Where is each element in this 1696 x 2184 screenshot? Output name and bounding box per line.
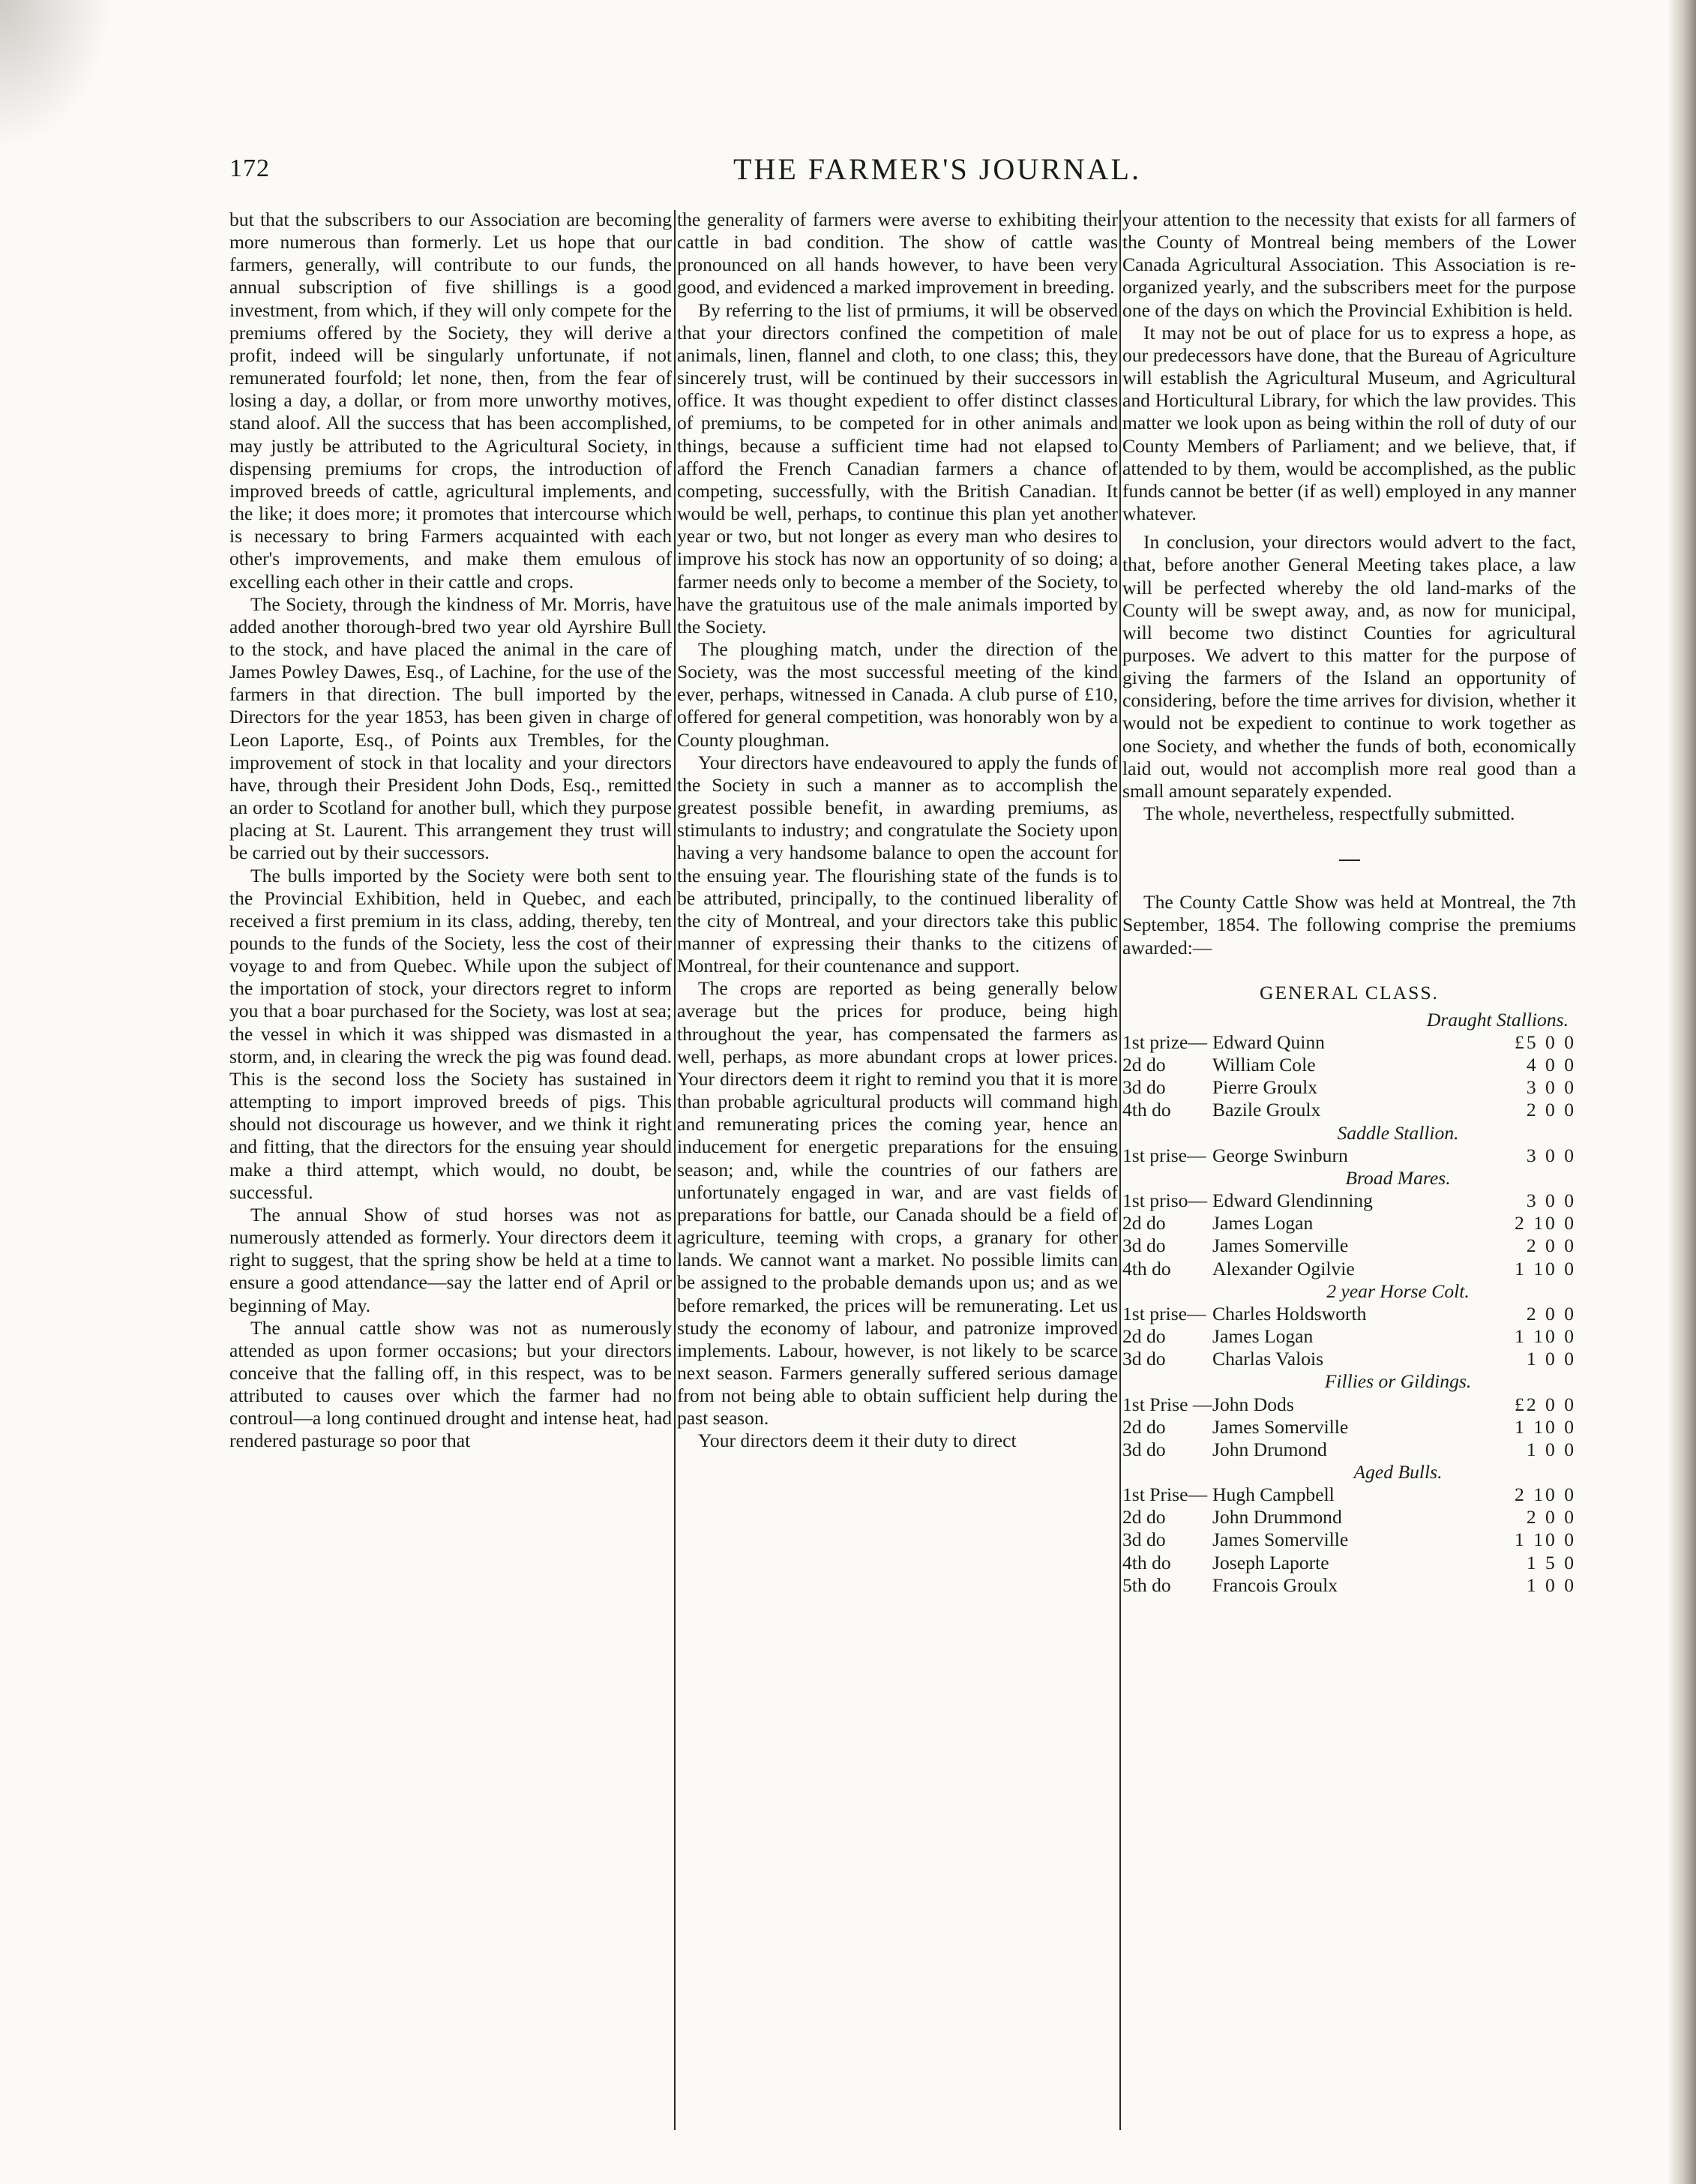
paragraph: It may not be out of place for us to express a hope, as our predecessors have done, that the Bureau of Agriculture will establish the Agricultural Museum, and Agricultural and Horticultural Library, for which the law provides. This matter we look upon as being within the roll of duty of our County Members of Parliament; and we believe, that, if attended to by them, would be accomplished, as the public funds cannot be better (if as well) employed in any manner whatever. xyxy=(1122,321,1576,525)
prize-winner: Edward Glendinning xyxy=(1212,1190,1373,1212)
category-heading: Fillies or Gildings. xyxy=(1324,1370,1472,1393)
journal-title: THE FARMER'S JOURNAL. xyxy=(733,152,1141,186)
section-divider xyxy=(1339,860,1360,861)
prize-place: 1st prize— xyxy=(1122,1031,1208,1053)
prize-place: 5th do xyxy=(1122,1574,1171,1596)
prize-winner: Bazile Groulx xyxy=(1212,1099,1321,1121)
prize-place: 2d do xyxy=(1122,1212,1166,1234)
prize-place: 1st prise— xyxy=(1122,1302,1206,1324)
category-heading: 2 year Horse Colt. xyxy=(1326,1280,1470,1302)
prize-amount: 1 0 0 xyxy=(1526,1574,1576,1596)
paragraph: The annual cattle show was not as numerously attended as upon former occasions; but your directors conceive that the falling off, in this respect, was to be attributed to causes over which the farmer had no controul—a long continued drought and intense heat, had rendered pasturage so poor that xyxy=(229,1316,672,1452)
paragraph: your attention to the necessity that exists for all farmers of the County of Montreal being members of the Lower Canada Agricultural Association. This Association is re-organized yearly, and the subscribers meet for the purpose one of the days on which the Provincial Exhibition is held. xyxy=(1122,208,1576,321)
page-number: 172 xyxy=(229,154,270,182)
prize-row xyxy=(1122,1552,1576,1574)
paragraph: The ploughing match, under the direction of the Society, was the most successful meeting of the kind ever, perhaps, witnessed in Canada. A club purse of £10, offered for general competition, was honorably won by a County ploughman. xyxy=(677,638,1118,751)
prize-amount: 1 10 0 xyxy=(1515,1415,1576,1438)
prize-row xyxy=(1122,1099,1576,1121)
prize-amount: 3 0 0 xyxy=(1526,1190,1576,1212)
prize-row xyxy=(1122,1416,1576,1438)
premium-list xyxy=(1122,1009,1576,1597)
column-rule xyxy=(674,210,676,2130)
prize-winner: John Drummond xyxy=(1212,1506,1342,1528)
paragraph: By referring to the list of prmiums, it will be observed that your directors confined the competition of male animals, linen, flannel and cloth, to one class; this, they sincerely trust, will be continued by their successors in office. It was thought expedient to offer distinct classes of premiums, to be competed for in other animals and things, because a sufficient time had not elapsed to afford the French Canadian farmers a chance of competing, successfully, with the British Canadian. It would be well, perhaps, to continue this plan yet another year or two, but not longer as every man who desires to improve his stock has now an opportunity of so doing; a farmer needs only to become a member of the Society, to have the gratuitous use of the male animals imported by the Society. xyxy=(677,298,1118,638)
prize-place: 3d do xyxy=(1122,1528,1166,1551)
prize-place: 1st Prise — xyxy=(1122,1393,1212,1415)
prize-winner: Charlas Valois xyxy=(1212,1348,1324,1370)
paragraph: The Society, through the kindness of Mr. Morris, have added another thorough-bred two year old Ayrshire Bull to the stock, and have placed the animal in the care of James Powley Dawes, Esq., of Lachine, for the use of the farmers in that direction. The bull imported by the Directors for the year 1853, has been given in charge of Leon Laporte, Esq., of Points aux Trembles, for the improvement of stock in that locality and your directors have, through their President John Dods, Esq., remitted an order to Scotland for another bull, which they purpose placing at St. Laurent. This arrangement they trust will be carried out by their successors. xyxy=(229,592,672,864)
prize-amount: 2 0 0 xyxy=(1526,1506,1576,1528)
paragraph: but that the subscribers to our Association are becoming more numerous than formerly. Let us hope that our farmers, generally, will contribute to our funds, the annual subscription of five shillings is a good investment, from which, if they will only compete for the premiums offered by the Society, they will derive a profit, indeed will be singularly unfortunate, if not remunerated fourfold; let none, then, from the fear of losing a day, a dollar, or from more unworthy motives, stand aloof. All the success that has been accomplished, may justly be attributed to the Agricultural Society, in dispensing premiums for crops, the introduction of improved breeds of cattle, agricultural implements, and the like; it does more; it promotes that intercourse which is necessary to bring Farmers acquainted with each other's improvements, and make them emulous of excelling each other in their cattle and crops. xyxy=(229,208,672,592)
prize-row xyxy=(1122,1325,1576,1348)
prize-row xyxy=(1122,1258,1576,1280)
prize-winner: Edward Quinn xyxy=(1212,1031,1325,1053)
prize-place: 3d do xyxy=(1122,1438,1166,1460)
prize-place: 3d do xyxy=(1122,1348,1166,1370)
text-column-1 xyxy=(229,208,672,1453)
prize-place: 3d do xyxy=(1122,1234,1166,1257)
prize-place: 2d do xyxy=(1122,1325,1166,1348)
prize-place: 2d do xyxy=(1122,1054,1166,1076)
prize-row xyxy=(1122,1234,1576,1257)
prize-row xyxy=(1122,1506,1576,1528)
prize-amount: 2 10 0 xyxy=(1515,1484,1576,1506)
paragraph: The annual Show of stud horses was not as numerously attended as formerly. Your directors deem it right to suggest, that the spring show be held at a time to ensure a good attendance—say the latter end of April or beginning of May. xyxy=(229,1203,672,1316)
paragraph: The bulls imported by the Society were both sent to the Provincial Exhibition, held in Quebec, and each received a first premium in its class, adding, thereby, ten pounds to the funds of the Society, less the cost of their voyage to and from Quebec. While upon the subject of the importation of stock, your directors regret to inform you that a boar purchased for the Society, was lost at sea; the vessel in which it was shipped was dismasted in a storm, and, in clearing the wreck the pig was found dead. This is the second loss the Society has sustained in attempting to import improved breeds of pigs. This should not discourage us however, and we think it right and fitting, that the directors for the ensuing year should make a third attempt, which would, no doubt, be successful. xyxy=(229,864,672,1203)
prize-row xyxy=(1122,1394,1576,1416)
paragraph: the generality of farmers were averse to exhibiting their cattle in bad condition. The show of cattle was pronounced on all hands however, to have been very good, and evidenced a marked improvement in breeding. xyxy=(677,208,1118,298)
prize-winner: James Logan xyxy=(1212,1212,1314,1234)
prize-amount: 3 0 0 xyxy=(1526,1076,1576,1099)
prize-winner: George Swinburn xyxy=(1212,1144,1348,1166)
prize-amount: 1 0 0 xyxy=(1526,1438,1576,1460)
prize-amount: 1 10 0 xyxy=(1515,1257,1576,1280)
prize-row xyxy=(1122,1190,1576,1212)
prize-amount: 3 0 0 xyxy=(1526,1144,1576,1166)
prize-amount: 1 10 0 xyxy=(1515,1325,1576,1348)
prize-row xyxy=(1122,1528,1576,1551)
prize-row xyxy=(1122,1348,1576,1370)
prize-row xyxy=(1122,1212,1576,1234)
prize-winner: John Drumond xyxy=(1212,1438,1327,1460)
paragraph: The whole, nevertheless, respectfully submitted. xyxy=(1143,802,1515,825)
category-heading: Draught Stallions. xyxy=(1426,1008,1569,1030)
prize-amount: 1 10 0 xyxy=(1515,1528,1576,1551)
prize-winner: Pierre Groulx xyxy=(1212,1076,1318,1099)
category-heading: Aged Bulls. xyxy=(1353,1460,1443,1483)
prize-winner: Hugh Campbell xyxy=(1212,1484,1335,1506)
prize-row xyxy=(1122,1144,1576,1167)
prize-winner: James Logan xyxy=(1212,1325,1314,1348)
prize-winner: James Somerville xyxy=(1212,1528,1349,1551)
cattle-show-intro: The County Cattle Show was held at Montreal, the 7th September, 1854. The following comprise the premiums awarded:— xyxy=(1122,891,1576,958)
prize-row xyxy=(1122,1054,1576,1076)
category-heading: Saddle Stallion. xyxy=(1337,1121,1459,1144)
paragraph: In conclusion, your directors would advert to the fact, that, before another General Meeting takes place, a law will be perfected whereby the old land-marks of the County will be swept away, and, as now for municipal, will become two distinct Counties for agricultural purposes. We advert to this matter for the purpose of giving the farmers of the Island an opportunity of considering, before the time arrives for division, whether it would not be expedient to continue to work together as one Society, and whether the funds of both, economically laid out, would not accomplish more real good than a small amount separately expended. xyxy=(1122,531,1576,802)
prize-amount: 2 0 0 xyxy=(1526,1234,1576,1257)
scan-shadow-corner xyxy=(0,0,112,150)
paragraph: Your directors have endeavoured to apply the funds of the Society in such a manner as to accomplish the greatest possible benefit, in awarding premiums, as stimulants to industry; and congratulate the Society upon having a very handsome balance to open the account for the ensuing year. The flourishing state of the funds is to be attributed, principally, to the continued liberality of the city of Montreal, and your directors take this public manner of expressing their thanks to the citizens of Montreal, for their countenance and support. xyxy=(677,751,1118,977)
prize-place: 4th do xyxy=(1122,1099,1171,1121)
prize-place: 4th do xyxy=(1122,1257,1171,1280)
prize-place: 1st prise— xyxy=(1122,1144,1206,1166)
prize-place: 2d do xyxy=(1122,1506,1166,1528)
prize-winner: Alexander Ogilvie xyxy=(1212,1257,1355,1280)
prize-place: 2d do xyxy=(1122,1415,1166,1438)
prize-amount: £5 0 0 xyxy=(1515,1031,1576,1053)
text-column-3 xyxy=(1122,208,1576,1597)
prize-amount: 1 0 0 xyxy=(1526,1348,1576,1370)
text-column-2 xyxy=(677,208,1118,1453)
prize-amount: 4 0 0 xyxy=(1526,1054,1576,1076)
prize-place: 4th do xyxy=(1122,1551,1171,1574)
class-heading: GENERAL CLASS. xyxy=(1260,981,1439,1004)
prize-place: 3d do xyxy=(1122,1076,1166,1099)
category-heading: Broad Mares. xyxy=(1345,1166,1451,1189)
prize-place: 1st Prise— xyxy=(1122,1484,1208,1506)
prize-amount: 1 5 0 xyxy=(1526,1551,1576,1574)
prize-winner: John Dods xyxy=(1212,1393,1294,1415)
prize-winner: Francois Groulx xyxy=(1212,1574,1338,1596)
prize-row xyxy=(1122,1438,1576,1461)
scan-binding-edge xyxy=(1668,0,1696,2184)
prize-winner: James Somerville xyxy=(1212,1234,1349,1257)
prize-row xyxy=(1122,1484,1576,1506)
prize-row xyxy=(1122,1031,1576,1054)
prize-row xyxy=(1122,1574,1576,1597)
prize-amount: £2 0 0 xyxy=(1515,1393,1576,1415)
paragraph: Your directors deem it their duty to direct xyxy=(698,1430,1017,1452)
prize-place: 1st priso— xyxy=(1122,1190,1208,1212)
prize-amount: 2 10 0 xyxy=(1515,1212,1576,1234)
prize-winner: Joseph Laporte xyxy=(1212,1551,1329,1574)
prize-winner: James Somerville xyxy=(1212,1415,1349,1438)
prize-row xyxy=(1122,1303,1576,1325)
prize-winner: William Cole xyxy=(1212,1054,1316,1076)
prize-amount: 2 0 0 xyxy=(1526,1302,1576,1324)
paragraph: The crops are reported as being generally below average but the prices for produce, being high throughout the year, has compensated the farmers as well, perhaps, as more abundant crops at lower prices. Your directors deem it right to remind you that it is more than probable agricultural products will command high and remunerating prices the coming year, hence an inducement for energetic preparations for the ensuing season; and, while the countries of our fathers are unfortunately engaged in war, and are vast fields of preparations for battle, our Canada should be a field of agriculture, teeming with crops, a granary for other lands. We cannot want a market. No possible limits can be assigned to the probable demands upon us; and as we before remarked, the prices will be remunerating. Let us study the economy of labour, and patronize improved implements. Labour, however, is not likely to be scarce next season. Farmers generally suffered serious damage from not being able to obtain sufficient help during the past season. xyxy=(677,977,1118,1430)
prize-winner: Charles Holdsworth xyxy=(1212,1302,1367,1324)
column-rule xyxy=(1119,210,1121,2130)
prize-row xyxy=(1122,1076,1576,1099)
prize-amount: 2 0 0 xyxy=(1526,1099,1576,1121)
